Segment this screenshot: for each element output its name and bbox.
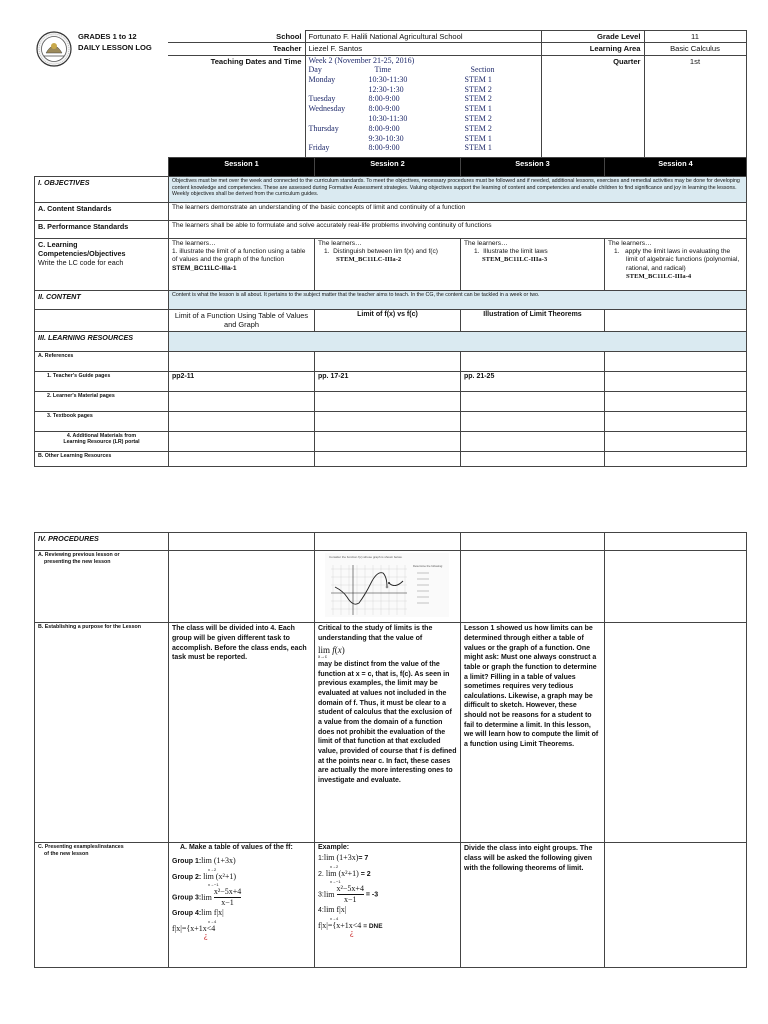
group-3-item: Group 3:lim $\frac{\text{x²−5x+4}}{x-1}$ [172, 887, 242, 908]
objectives-heading: I. OBJECTIVES [35, 177, 169, 203]
learning-area-value: Basic Calculus [644, 43, 746, 55]
grade-level-label: Grade Level [541, 31, 644, 43]
procedures-heading: IV. PROCEDURES [35, 533, 169, 551]
purpose-session-2: Critical to the study of limits is the understanding that the value of lim f(x) x→c may be distinct from the value of the function at x = c, that is, f(c). As seen in previous examples, the limit may be evaluated at values not included in the domain of f. Thus, it must be clear to a student of calculus that the exclusion of a value from the domain of a function does not prohibit the evaluation of the limit of that function at that excluded value, provided of course that f is defined at the points near c. In fact, these cases are actually the more interesting ones to investigate and evaluate. [315, 623, 461, 843]
presenting-label: C. Presenting examples/instances of the new lesson [35, 843, 169, 968]
grade-level-value: 11 [644, 31, 746, 43]
performance-standards-label: B. Performance Standards [35, 221, 169, 239]
topic-session-3: Illustration of Limit Theorems [461, 310, 605, 332]
teaching-dates-label: Teaching Dates and Time [168, 55, 305, 158]
schedule-section-header: Section [470, 64, 495, 74]
quarter-label: Quarter [541, 55, 644, 158]
competency-session-2: The learners… 1. Distinguish between lim f(x) and f(c) STEM_BC11LC-IIIa-2 [315, 239, 461, 291]
schedule-row: 9:30-10:30 STEM 1 [368, 133, 492, 143]
teachers-guide-label: 1. Teacher's Guide pages [35, 371, 169, 391]
teacher-value: Liezel F. Santos [305, 43, 541, 55]
reviewing-label: A. Reviewing previous lesson or presenting the new lesson [35, 551, 169, 623]
competency-session-3: The learners… 1. Illustrate the limit laws STEM_BC11LC-IIIa-3 [461, 239, 605, 291]
log-title-dll: DAILY LESSON LOG [78, 43, 152, 52]
log-title-grades: GRADES 1 to 12 [78, 32, 137, 41]
topic-session-4 [605, 310, 747, 332]
learners-material-label: 2. Learner's Material pages [35, 391, 169, 411]
schedule-row: 10:30-11:30 STEM 2 [368, 113, 492, 123]
graph-legend-title: Determine the following: [413, 564, 444, 568]
content-heading: II. CONTENT [35, 291, 169, 310]
school-seal [36, 31, 72, 67]
table-task-title: A. Make a table of values of the ff: [180, 844, 293, 852]
schedule-day-header: Day [308, 64, 322, 74]
procedures-table [34, 532, 747, 968]
quarter-value: 1st [644, 55, 746, 158]
piecewise-function: f|x|={x+1x<4 ¿ [172, 924, 216, 941]
schedule-row: Thursday 8:00-9:00 STEM 2 [308, 123, 492, 133]
content-standards-text: The learners demonstrate an understanding of the basic concepts of limit and continuity of a function [169, 203, 747, 221]
tg-pages-session-3: pp. 21-25 [461, 371, 605, 391]
schedule [309, 65, 538, 153]
schedule-row: 12:30-1:30 STEM 2 [368, 84, 492, 94]
session-2-header: Session 2 [315, 158, 461, 177]
schedule-row: Monday 10:30-11:30 STEM 1 [308, 74, 492, 84]
competencies-label: C. Learning Competencies/Objectives Write the LC code for each [35, 239, 169, 291]
example-4: 4:lim f|x| x→4 [318, 905, 347, 922]
content-standards-label: A. Content Standards [35, 203, 169, 221]
example-2: 2. lim (x²+1) = 2 x→−1 [318, 868, 371, 885]
topic-session-1: Limit of a Function Using Table of Values and Graph [169, 310, 315, 332]
objectives-table [34, 157, 747, 467]
presenting-session-3: Divide the class into eight groups. The class will be asked the following given with the following theorems of limit. [461, 843, 605, 968]
purpose-session-3: Lesson 1 showed us how limits can be determined through either a table of values or the graph of a function. One might ask: Must one always construct a table or graph the function to determine a limit? Filling in a table of values sometimes requires very tedious calculations. Likewise, a graph may be difficult to sketch. However, these should not be reasons for a student to fail to determine a limit. In this lesson, we will learn how to compute the limit of a function using Limit Theorems. [461, 623, 605, 843]
header-table [168, 30, 747, 158]
performance-standards-text: The learners shall be able to formulate and solve accurately real-life problems involving continuity of functions [169, 221, 747, 239]
presenting-session-2 [315, 843, 461, 968]
group-4-limit: lim f|x| [201, 908, 224, 918]
references-label: A. References [35, 351, 169, 371]
limit-expression: lim f(x) [318, 644, 345, 655]
graph-caption: Consider the function f(x) whose graph is shown below. [329, 555, 403, 559]
week-dates: Week 2 (November 21-25, 2016) [308, 55, 415, 65]
function-graph-image [325, 553, 449, 617]
school-value: Fortunato F. Halili National Agricultural School [305, 31, 541, 43]
schedule-time-header: Time [374, 64, 392, 74]
textbook-pages-label: 3. Textbook pages [35, 411, 169, 431]
purpose-session-1: The class will be divided into 4. Each group will be given different task to accomplish. Before the class ends, each task must be reported. [169, 623, 315, 843]
session-1-header: Session 1 [169, 158, 315, 177]
learning-resources-heading: III. LEARNING RESOURCES [35, 331, 169, 351]
group-3-limit: lim $\frac{\text{x²−5x+4}}{x-1}$ [201, 887, 242, 908]
group-4-item: Group 4:lim f|x| x→4 [172, 908, 224, 925]
schedule-row: Tuesday 8:00-9:00 STEM 2 [308, 94, 492, 104]
teacher-label: Teacher [168, 43, 305, 55]
example-3: 3:lim $\frac{\text{x²−5x+4}}{x-1}$ = -3 [318, 884, 379, 905]
tg-pages-session-4 [605, 371, 747, 391]
schedule-header [309, 65, 538, 75]
example-piecewise: f|x|={x+1x<4 = DNE ¿ [318, 921, 383, 938]
content-note: Content is what the lesson is all about. It pertains to the subject matter that the teacher aims to teach. In the CG, the content can be tackled in a week or two. [169, 291, 747, 310]
objectives-note: Objectives must be met over the week and connected to the curriculum standards. To meet the objectives, necessary procedures must be followed and if needed, additional lessons, exercises and remedial activities may be done for developing content knowledge and competencies. These are assessed during Formative Assessment strategies. Valuing objectives support the learning of content and competencies and enable children to find significance and joy in learning the lessons. Weekly objectives shall be derived from the curriculum guides. [169, 177, 747, 203]
school-label: School [168, 31, 305, 43]
session-4-header: Session 4 [605, 158, 747, 177]
group-2-item: Group 2: lim (x²+1) x→−1 [172, 871, 237, 888]
learning-area-label: Learning Area [541, 43, 644, 55]
example-title: Example: [318, 844, 350, 852]
additional-materials-label: 4. Additional Materials from Learning Resource (LR) portal [35, 431, 169, 451]
other-resources-label: B. Other Learning Resources [35, 451, 169, 466]
competency-session-1: The learners… 1. illustrate the limit of a function using a table of values and the graph of the function STEM_BC11LC-IIIa-1 [169, 239, 315, 291]
session-3-header: Session 3 [461, 158, 605, 177]
example-1: 1:lim (1+3x)= 7 x→2 [318, 852, 369, 869]
competency-session-4: The learners… 1. apply the limit laws in evaluating the limit of algebraic functions (polynomial, rational, and radical) STEM_BC11LC-IIIa-4 [605, 239, 747, 291]
purpose-label: B. Establishing a purpose for the Lesson [35, 623, 169, 843]
group-2-limit: lim (x²+1) [203, 871, 237, 881]
group-1-limit: lim (1+3x) [201, 855, 236, 865]
tg-pages-session-1: pp2-11 [169, 371, 315, 391]
schedule-row: Wednesday 8:00-9:00 STEM 1 [308, 104, 492, 114]
group-1-item: Group 1:lim (1+3x) x→2 [172, 855, 236, 872]
review-graph-cell [315, 551, 461, 623]
schedule-row: Friday 8:00-9:00 STEM 1 [308, 143, 492, 153]
topic-session-2: Limit of f(x) vs f(c) [315, 310, 461, 332]
presenting-session-1 [169, 843, 315, 968]
tg-pages-session-2: pp. 17-21 [315, 371, 461, 391]
